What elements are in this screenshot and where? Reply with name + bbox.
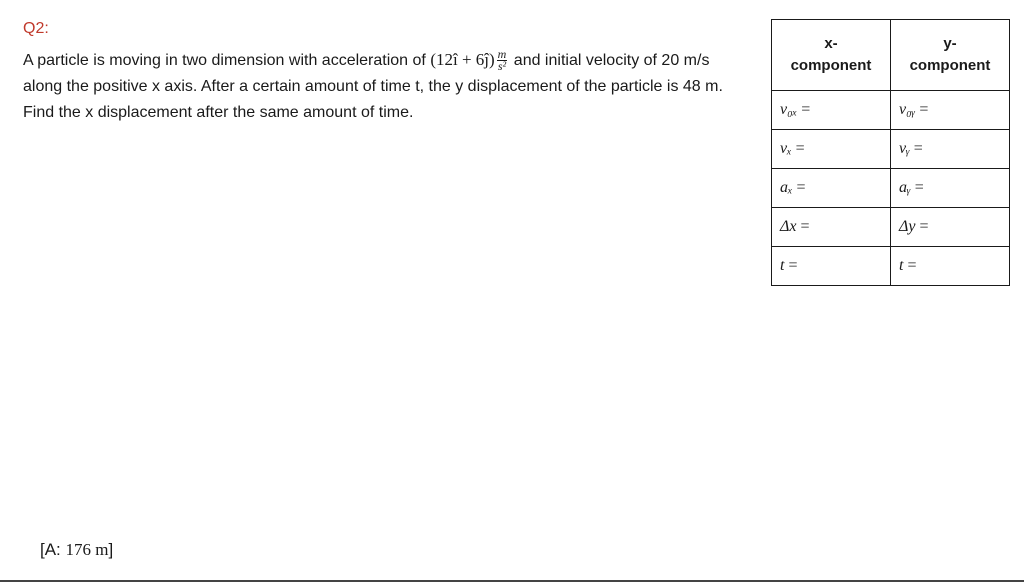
cell-v0x: v₀ₓ = [772,91,891,130]
unit-numerator: m [497,47,507,62]
answer-value: 176 m [65,540,109,559]
cell-dy: Δy = [891,208,1010,247]
answer: [A: 176 m] [40,540,114,559]
problem-text-start: A particle is moving in two dimension with acceleration of [23,52,431,69]
question-label: Q2: [23,20,49,37]
unit-denominator: s² [497,59,507,74]
table-header-row [772,20,1010,91]
table-row [772,247,1010,286]
header-x-component: x- component [772,20,891,91]
bottom-divider [0,580,1024,582]
table-row [772,91,1010,130]
cell-vx: vₓ = [772,130,891,169]
acceleration-unit [497,49,508,72]
cell-ax: aₓ = [772,169,891,208]
header-y-component: y- component [891,20,1010,91]
cell-dx: Δx = [772,208,891,247]
cell-vy: vᵧ = [891,130,1010,169]
acceleration-vector: (12î + 6ĵ) [430,50,495,69]
component-table [771,19,1010,286]
table-row [772,130,1010,169]
cell-v0y: v₀ᵧ = [891,91,1010,130]
cell-ay: aᵧ = [891,169,1010,208]
cell-tx: t = [772,247,891,286]
table-row [772,208,1010,247]
cell-ty: t = [891,247,1010,286]
table-row [772,169,1010,208]
problem-statement [23,47,753,126]
problem-text-end: and initial velocity of 20 m/s along the positive x axis. After a certain amount of time t, the y displacement of the particle is 48 m. Find the x displacement after the same amount of time. [23,52,723,121]
